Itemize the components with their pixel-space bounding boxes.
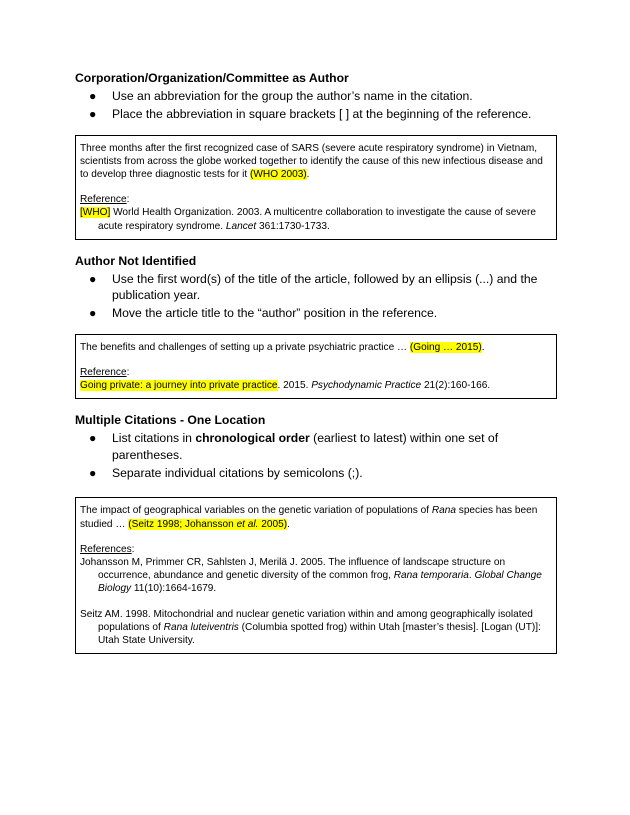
list-item: ● Use the first word(s) of the title of the article, followed by an ellipsis (...) and the publication year. (89, 271, 538, 303)
section-corporate-author (75, 70, 557, 240)
in-text-citation: (WHO 2003) (250, 168, 307, 180)
document-page (75, 70, 557, 654)
bullet-list (75, 88, 557, 123)
reference-label: References: (80, 543, 135, 555)
reference-label: Reference: (80, 366, 130, 378)
bullet-icon: ● (89, 431, 97, 446)
bullet-icon: ● (89, 107, 97, 121)
reference-entry: Going private: a journey into private practice. 2015. Psychodynamic Practice 21(2):160-166. (80, 380, 491, 392)
example-box (75, 135, 557, 240)
section-multiple-citations (75, 412, 557, 654)
section-author-not-identified (75, 253, 557, 400)
section-heading: Multiple Citations - One Location (75, 413, 266, 428)
list-item: ● Separate individual citations by semicolons (;). (89, 465, 363, 480)
bullet-icon: ● (89, 306, 97, 321)
reference-label: Reference: (80, 194, 130, 206)
example-box (75, 497, 557, 654)
bullet-icon: ● (89, 89, 97, 103)
list-item: ● List citations in chronological order (earliest to latest) within one set of parentheses. (89, 431, 499, 462)
example-box (75, 334, 557, 400)
reference-entry: Johansson M, Primmer CR, Sahlsten J, Merilä J. 2005. The influence of landscape structure on occurrence, abundance and genetic diversity of the common frog, Rana temporaria. Global Change Biology 11(10):1664-1679. (80, 556, 542, 595)
section-heading: Author Not Identified (75, 253, 197, 268)
example-text: The benefits and challenges of setting up a private psychiatric practice … (Going … 2015). (80, 341, 485, 353)
example-text: Three months after the first recognized case of SARS (severe acute respiratory syndrome) in Vietnam, scientists from across the globe worked together to identify the cause of this new infectious disease and to develop three diagnostic tests for it (WHO 2003). (80, 142, 543, 180)
bullet-list (75, 430, 557, 481)
reference-entry: Seitz AM. 1998. Mitochondrial and nuclear genetic variation within and among geographically isolated populations of Rana luteiventris (Columbia spotted frog) within Utah [master’s thesis]. [Logan (UT)]: Utah State University. (80, 608, 541, 646)
bullet-list (75, 271, 557, 322)
in-text-citation: (Going … 2015) (409, 341, 482, 353)
reference-entry: [WHO] World Health Organization. 2003. A multicentre collaboration to investigate the cause of severe acute respiratory syndrome. Lancet 361:1730-1733. (80, 207, 536, 232)
list-item: ● Place the abbreviation in square brackets [ ] at the beginning of the reference. (89, 107, 532, 121)
list-item: ● Use an abbreviation for the group the author’s name in the citation. (89, 89, 473, 103)
bullet-icon: ● (89, 271, 97, 286)
section-heading: Corporation/Organization/Committee as Author (75, 71, 349, 85)
in-text-citation: (Seitz 1998; Johansson et al. 2005) (128, 518, 288, 530)
bullet-icon: ● (89, 465, 97, 480)
example-text: The impact of geographical variables on the genetic variation of populations of Rana species has been studied … (Seitz 1998; Johansson et al. 2005). (80, 505, 538, 530)
list-item: ● Move the article title to the “author” position in the reference. (89, 306, 438, 321)
